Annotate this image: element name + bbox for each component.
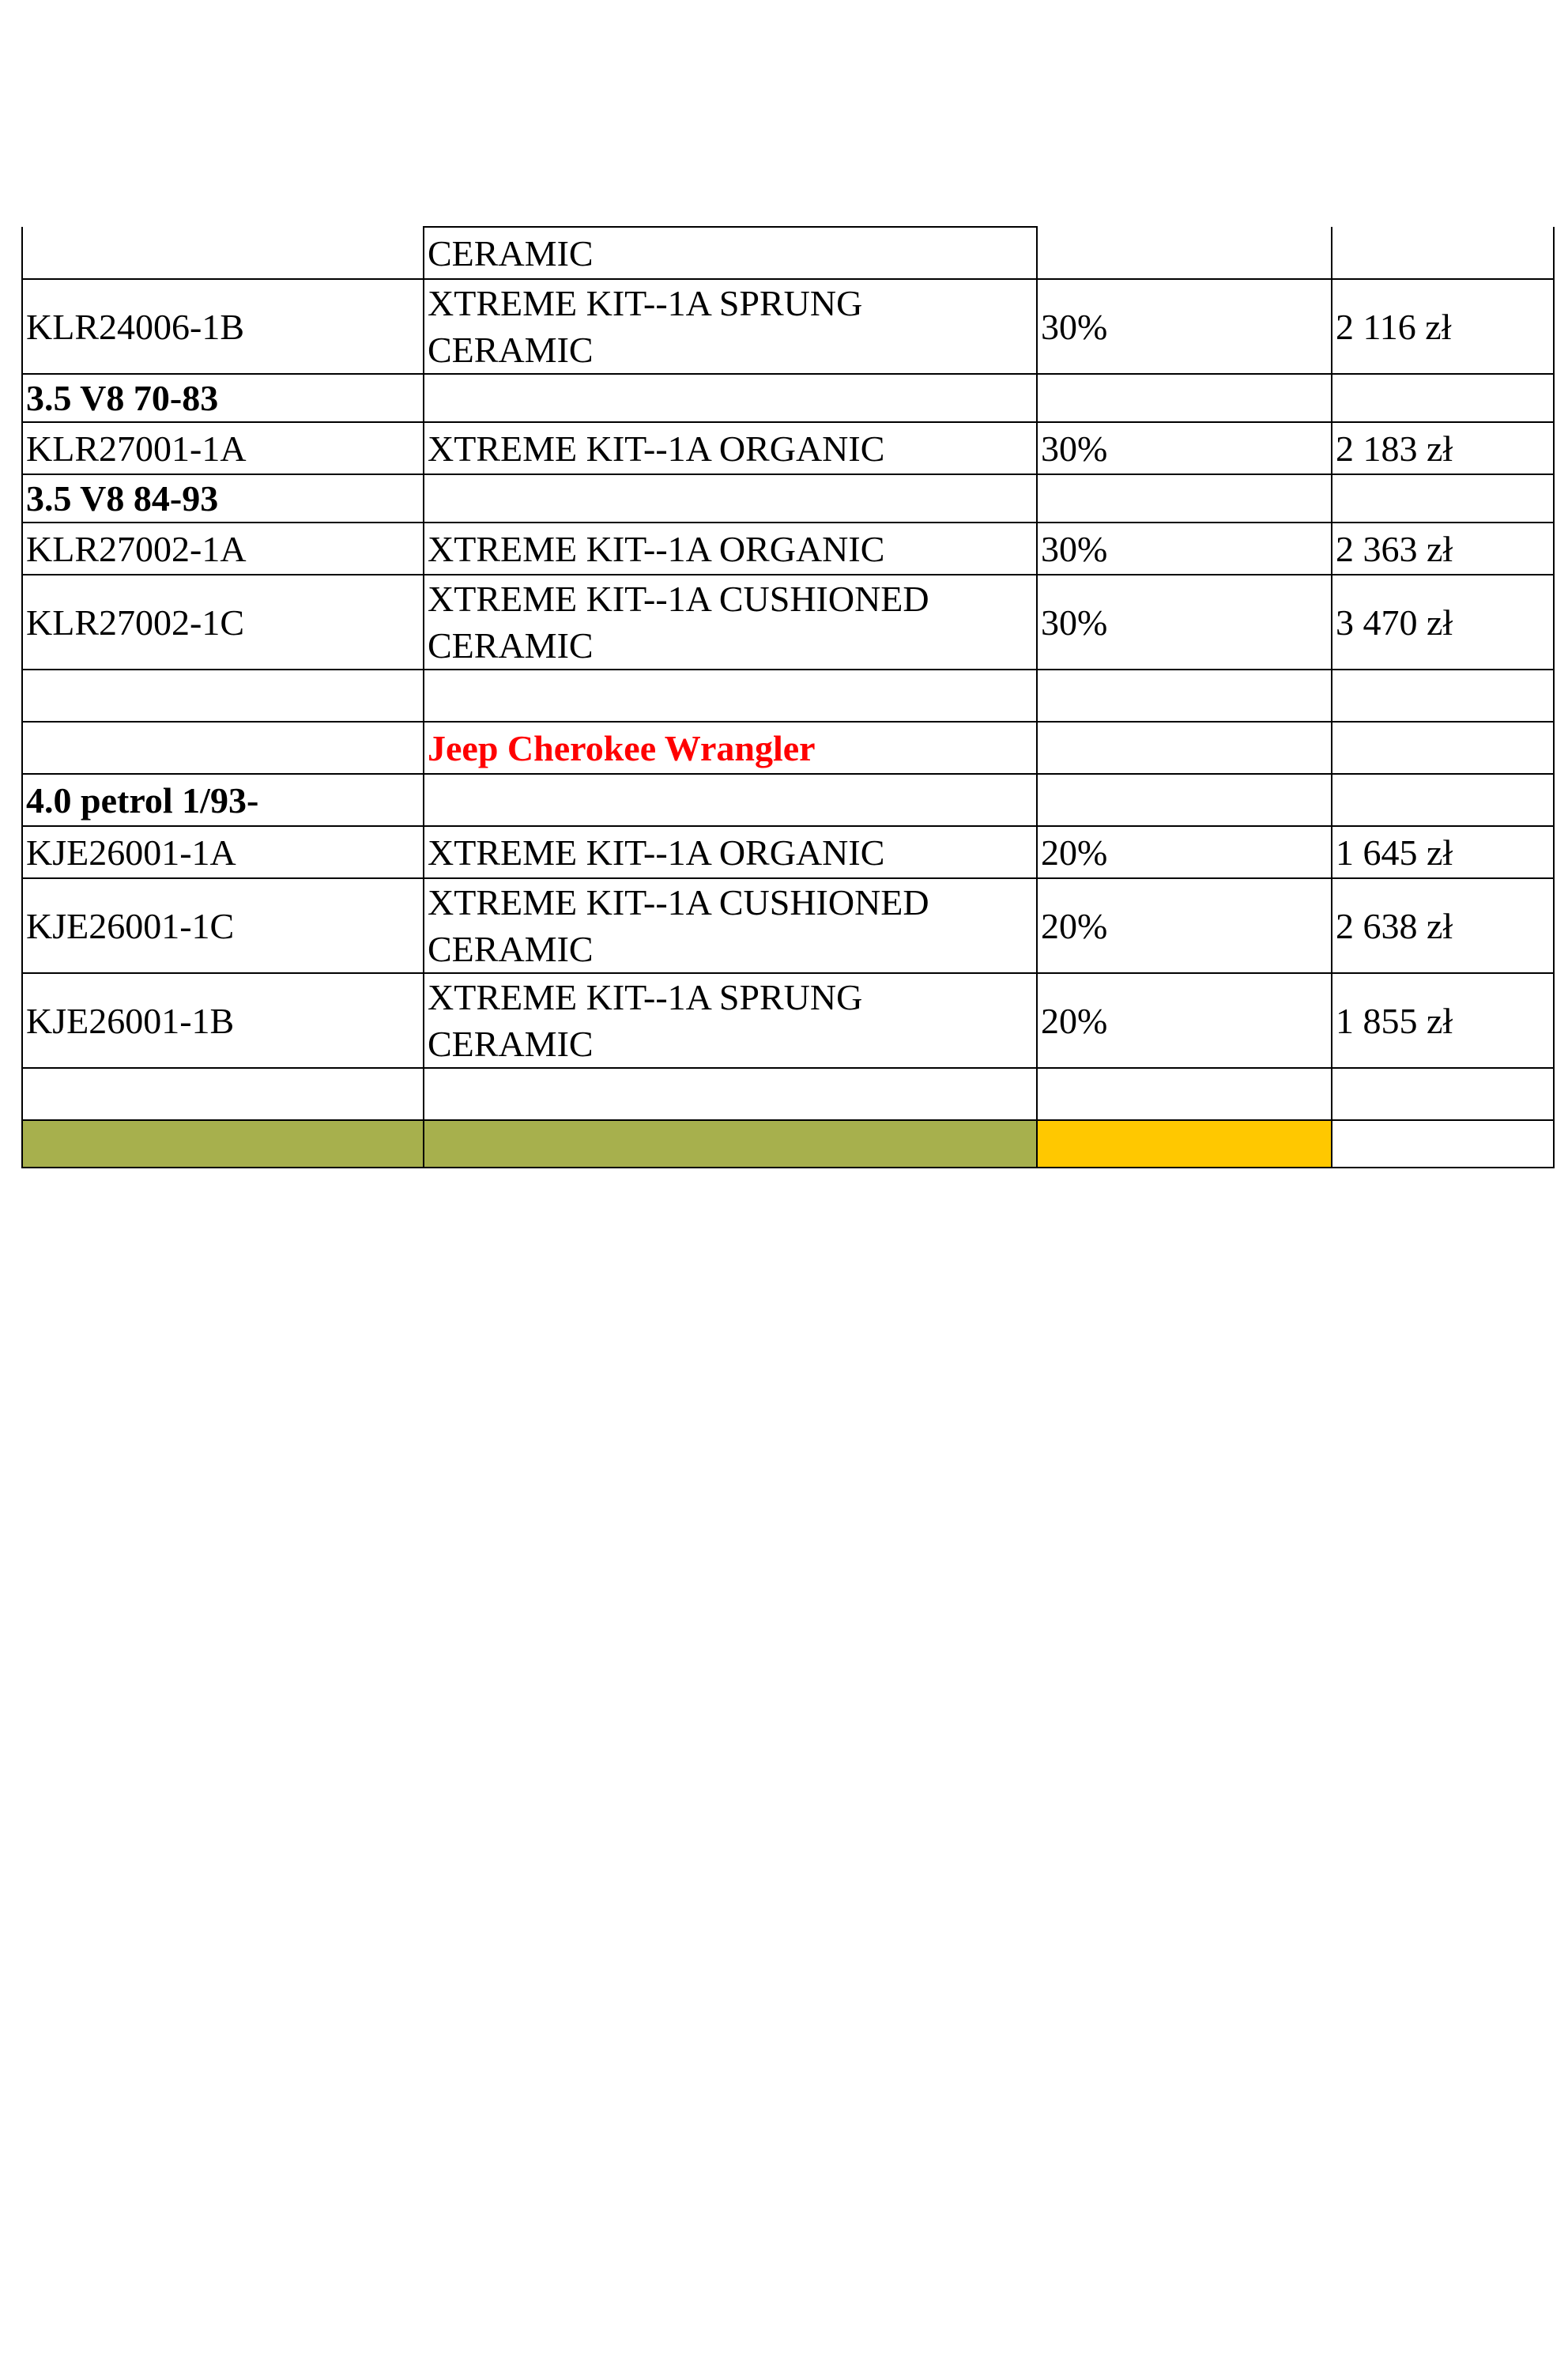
price-cell — [1332, 1120, 1554, 1168]
discount-cell — [1037, 474, 1332, 523]
description-cell — [424, 374, 1037, 422]
table-row — [22, 878, 1554, 973]
part-code-cell: KLR27002-1A — [22, 523, 424, 575]
part-code-cell: KJE26001-1A — [22, 826, 424, 878]
part-code-cell: KLR27002-1C — [22, 575, 424, 670]
fill-row — [22, 1120, 1554, 1168]
discount-cell — [1037, 227, 1332, 279]
description-cell: XTREME KIT--1A ORGANIC — [424, 826, 1037, 878]
price-cell: 3 470 zł — [1332, 575, 1554, 670]
group-row — [22, 374, 1554, 422]
discount-cell — [1037, 774, 1332, 826]
part-code-cell: KJE26001-1C — [22, 878, 424, 973]
price-cell — [1332, 474, 1554, 523]
group-row — [22, 474, 1554, 523]
part-code-cell: KLR24006-1B — [22, 279, 424, 374]
description-cell — [424, 670, 1037, 722]
discount-cell — [1037, 1068, 1332, 1120]
price-cell: 1 855 zł — [1332, 973, 1554, 1068]
price-cell: 2 116 zł — [1332, 279, 1554, 374]
group-row — [22, 774, 1554, 826]
discount-cell: 30% — [1037, 279, 1332, 374]
description-cell: XTREME KIT--1A SPRUNG CERAMIC — [424, 973, 1037, 1068]
description-cell: XTREME KIT--1A SPRUNG CERAMIC — [424, 279, 1037, 374]
price-cell: 2 363 zł — [1332, 523, 1554, 575]
table-row — [22, 422, 1554, 474]
brand-row — [22, 722, 1554, 774]
discount-cell — [1037, 722, 1332, 774]
olive-fill-cell — [22, 1120, 424, 1168]
price-cell — [1332, 374, 1554, 422]
table-row — [22, 973, 1554, 1068]
description-cell: CERAMIC — [424, 227, 1037, 279]
part-code-cell — [22, 722, 424, 774]
price-cell: 2 183 zł — [1332, 422, 1554, 474]
blank-row — [22, 670, 1554, 722]
description-cell: XTREME KIT--1A CUSHIONED CERAMIC — [424, 878, 1037, 973]
discount-cell — [1037, 374, 1332, 422]
table-row — [22, 826, 1554, 878]
discount-cell — [1037, 670, 1332, 722]
table-row — [22, 575, 1554, 670]
part-code-cell — [22, 227, 424, 279]
gold-fill-cell — [1037, 1120, 1332, 1168]
table-row — [22, 279, 1554, 374]
part-code-cell: KLR27001-1A — [22, 422, 424, 474]
olive-fill-cell — [424, 1120, 1037, 1168]
discount-cell: 30% — [1037, 422, 1332, 474]
table-row — [22, 227, 1554, 279]
price-cell — [1332, 722, 1554, 774]
part-code-cell — [22, 670, 424, 722]
discount-cell: 30% — [1037, 523, 1332, 575]
part-code-cell: KJE26001-1B — [22, 973, 424, 1068]
discount-cell: 30% — [1037, 575, 1332, 670]
price-cell — [1332, 227, 1554, 279]
description-cell: XTREME KIT--1A ORGANIC — [424, 422, 1037, 474]
description-cell — [424, 474, 1037, 523]
price-cell: 1 645 zł — [1332, 826, 1554, 878]
part-code-cell — [22, 1068, 424, 1120]
discount-cell: 20% — [1037, 878, 1332, 973]
description-cell — [424, 774, 1037, 826]
brand-heading: Jeep Cherokee Wrangler — [424, 722, 1037, 774]
price-cell — [1332, 1068, 1554, 1120]
description-cell — [424, 1068, 1037, 1120]
group-heading: 3.5 V8 84-93 — [22, 474, 424, 523]
group-heading: 3.5 V8 70-83 — [22, 374, 424, 422]
blank-row — [22, 1068, 1554, 1120]
price-cell — [1332, 670, 1554, 722]
table-row — [22, 523, 1554, 575]
description-cell: XTREME KIT--1A CUSHIONED CERAMIC — [424, 575, 1037, 670]
description-cell: XTREME KIT--1A ORGANIC — [424, 523, 1037, 575]
group-heading: 4.0 petrol 1/93- — [22, 774, 424, 826]
discount-cell: 20% — [1037, 826, 1332, 878]
price-table — [21, 226, 1555, 1168]
price-cell: 2 638 zł — [1332, 878, 1554, 973]
discount-cell: 20% — [1037, 973, 1332, 1068]
price-cell — [1332, 774, 1554, 826]
